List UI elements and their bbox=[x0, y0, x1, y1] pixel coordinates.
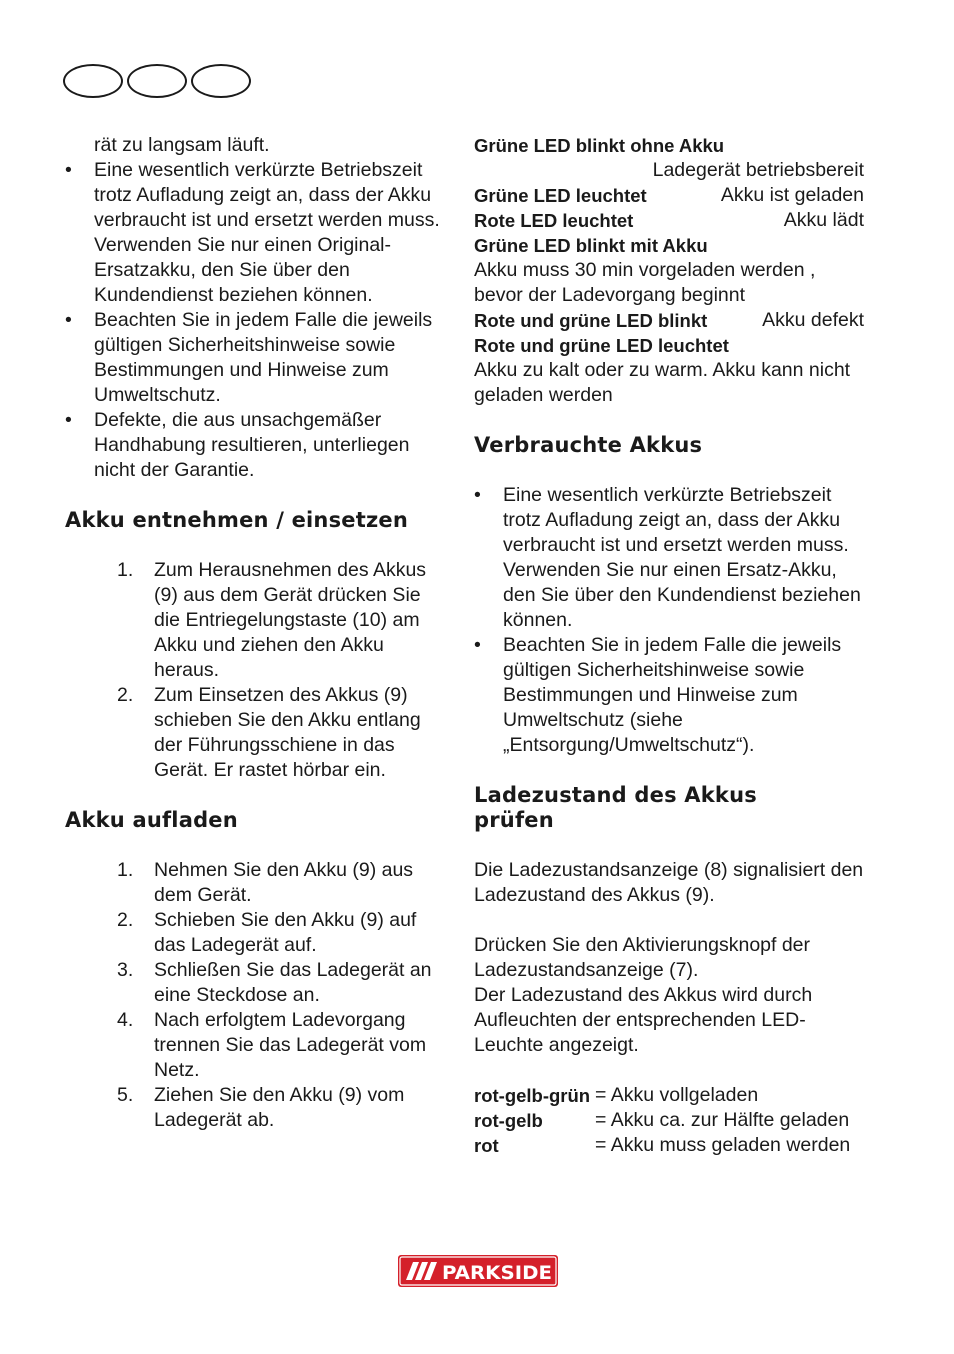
level-value: = Akku muss geladen werden bbox=[595, 1134, 851, 1156]
used-battery-bullets bbox=[474, 483, 864, 758]
remove-insert-steps bbox=[65, 558, 450, 783]
led-battery-charged: Akku ist geladen bbox=[720, 184, 864, 206]
led-charger-ready: Ladegerät betriebsbereit bbox=[652, 159, 864, 181]
led-red-on: Rote LED leuchtet bbox=[474, 210, 634, 231]
led-green-on: Grüne LED leuchtet bbox=[474, 185, 647, 206]
level-row bbox=[474, 1108, 864, 1133]
led-temp-text: Akku zu kalt oder zu warm. Akku kann nicht geladen werden bbox=[474, 359, 851, 406]
charge-steps bbox=[65, 858, 450, 1133]
level-paragraph: Die Ladezustandsanzeige (8) signalisiert den Ladezustand des Akkus (9). bbox=[474, 859, 864, 906]
bullet-item: • Beachten Sie in jedem Falle die jeweils gültigen Sicherheitshinweise sowie Bestimmungen und Hinweise zum Umweltschutz (siehe „Entsorgung/Umweltschutz“). bbox=[474, 633, 864, 758]
language-indicator bbox=[63, 64, 255, 100]
right-column bbox=[474, 133, 864, 1158]
left-column bbox=[65, 133, 450, 1133]
step-item: 5. Ziehen Sie den Akku (9) vom Ladegerät ab. bbox=[117, 1084, 405, 1131]
level-paragraph: Drücken Sie den Aktivierungsknopf der Ladezustandsanzeige (7). bbox=[474, 934, 811, 981]
language-oval bbox=[191, 64, 251, 98]
level-value: = Akku vollgeladen bbox=[595, 1084, 759, 1106]
led-row bbox=[474, 308, 864, 333]
heading-charge: Akku aufladen bbox=[65, 808, 238, 832]
level-row bbox=[474, 1133, 864, 1158]
heading-used-batteries: Verbrauchte Akkus bbox=[474, 433, 703, 457]
led-battery-defect: Akku defekt bbox=[762, 309, 864, 331]
led-red-green-blink: Rote und grüne LED blinkt bbox=[474, 310, 708, 331]
step-item: 1. Zum Herausnehmen des Akkus (9) aus dem Gerät drücken Sie die Entriegelungstaste (10) am Akku und ziehen den Akku heraus. bbox=[117, 559, 427, 681]
led-precharge-text: Akku muss 30 min vorgeladen werden , bevor der Ladevorgang beginnt bbox=[474, 259, 816, 306]
led-red-green-on: Rote und grüne LED leuchtet bbox=[474, 335, 729, 356]
level-paragraph: Der Ladezustand des Akkus wird durch Aufleuchten der entsprechenden LED-Leuchte angezeigt. bbox=[474, 984, 813, 1056]
bullet-item: • Beachten Sie in jedem Falle die jeweils gültigen Sicherheitshinweise sowie Bestimmungen und Hinweise zum Umweltschutz. bbox=[65, 308, 450, 408]
level-value: = Akku ca. zur Hälfte geladen bbox=[595, 1109, 850, 1131]
led-row bbox=[474, 208, 864, 233]
level-key: rot-gelb-grün bbox=[474, 1085, 591, 1106]
parkside-logo-graphic bbox=[398, 1255, 558, 1287]
logo-text: PARKSIDE bbox=[442, 1262, 552, 1284]
step-item: 2. Schieben Sie den Akku (9) auf das Ladegerät auf. bbox=[117, 909, 417, 956]
language-oval bbox=[127, 64, 187, 98]
level-key: rot-gelb bbox=[474, 1110, 543, 1131]
step-item: 3. Schließen Sie das Ladegerät an eine Steckdose an. bbox=[117, 959, 432, 1006]
led-battery-charging: Akku lädt bbox=[783, 209, 864, 231]
parkside-logo bbox=[398, 1255, 558, 1287]
level-row bbox=[474, 1083, 864, 1108]
intro-bullets bbox=[65, 158, 450, 483]
heading-check-level: Ladezustand des Akkus prüfen bbox=[474, 783, 757, 832]
heading-remove-insert: Akku entnehmen / einsetzen bbox=[65, 508, 408, 532]
step-item: 4. Nach erfolgtem Ladevorgang trennen Sie das Ladegerät vom Netz. bbox=[117, 1009, 427, 1081]
led-green-blink-no-battery: Grüne LED blinkt ohne Akku bbox=[474, 135, 725, 156]
level-key: rot bbox=[474, 1135, 499, 1156]
led-green-blink-battery: Grüne LED blinkt mit Akku bbox=[474, 235, 708, 256]
step-item: 1. Nehmen Sie den Akku (9) aus dem Gerät. bbox=[117, 859, 414, 906]
bullet-item: • Defekte, die aus unsachgemäßer Handhabung resultieren, unterliegen nicht der Garantie. bbox=[65, 408, 450, 483]
step-item: 2. Zum Einsetzen des Akkus (9) schieben Sie den Akku entlang der Führungsschiene in das Gerät. Er rastet hörbar ein. bbox=[117, 684, 421, 781]
bullet-item: • Eine wesentlich verkürzte Betriebszeit trotz Aufladung zeigt an, dass der Akku verbraucht ist und ersetzt werden muss. Verwenden Sie nur einen Ersatz-Akku, den Sie über den Kundendienst beziehen können. bbox=[474, 483, 864, 633]
bullet-item: • Eine wesentlich verkürzte Betriebszeit trotz Aufladung zeigt an, dass der Akku verbraucht ist und ersetzt werden muss. Verwenden Sie nur einen Original-Ersatzakku, den Sie über den Kundendienst beziehen können. bbox=[65, 158, 450, 308]
intro-continuation: rät zu langsam läuft. bbox=[94, 134, 270, 156]
led-row bbox=[474, 183, 864, 208]
language-oval bbox=[63, 64, 123, 98]
